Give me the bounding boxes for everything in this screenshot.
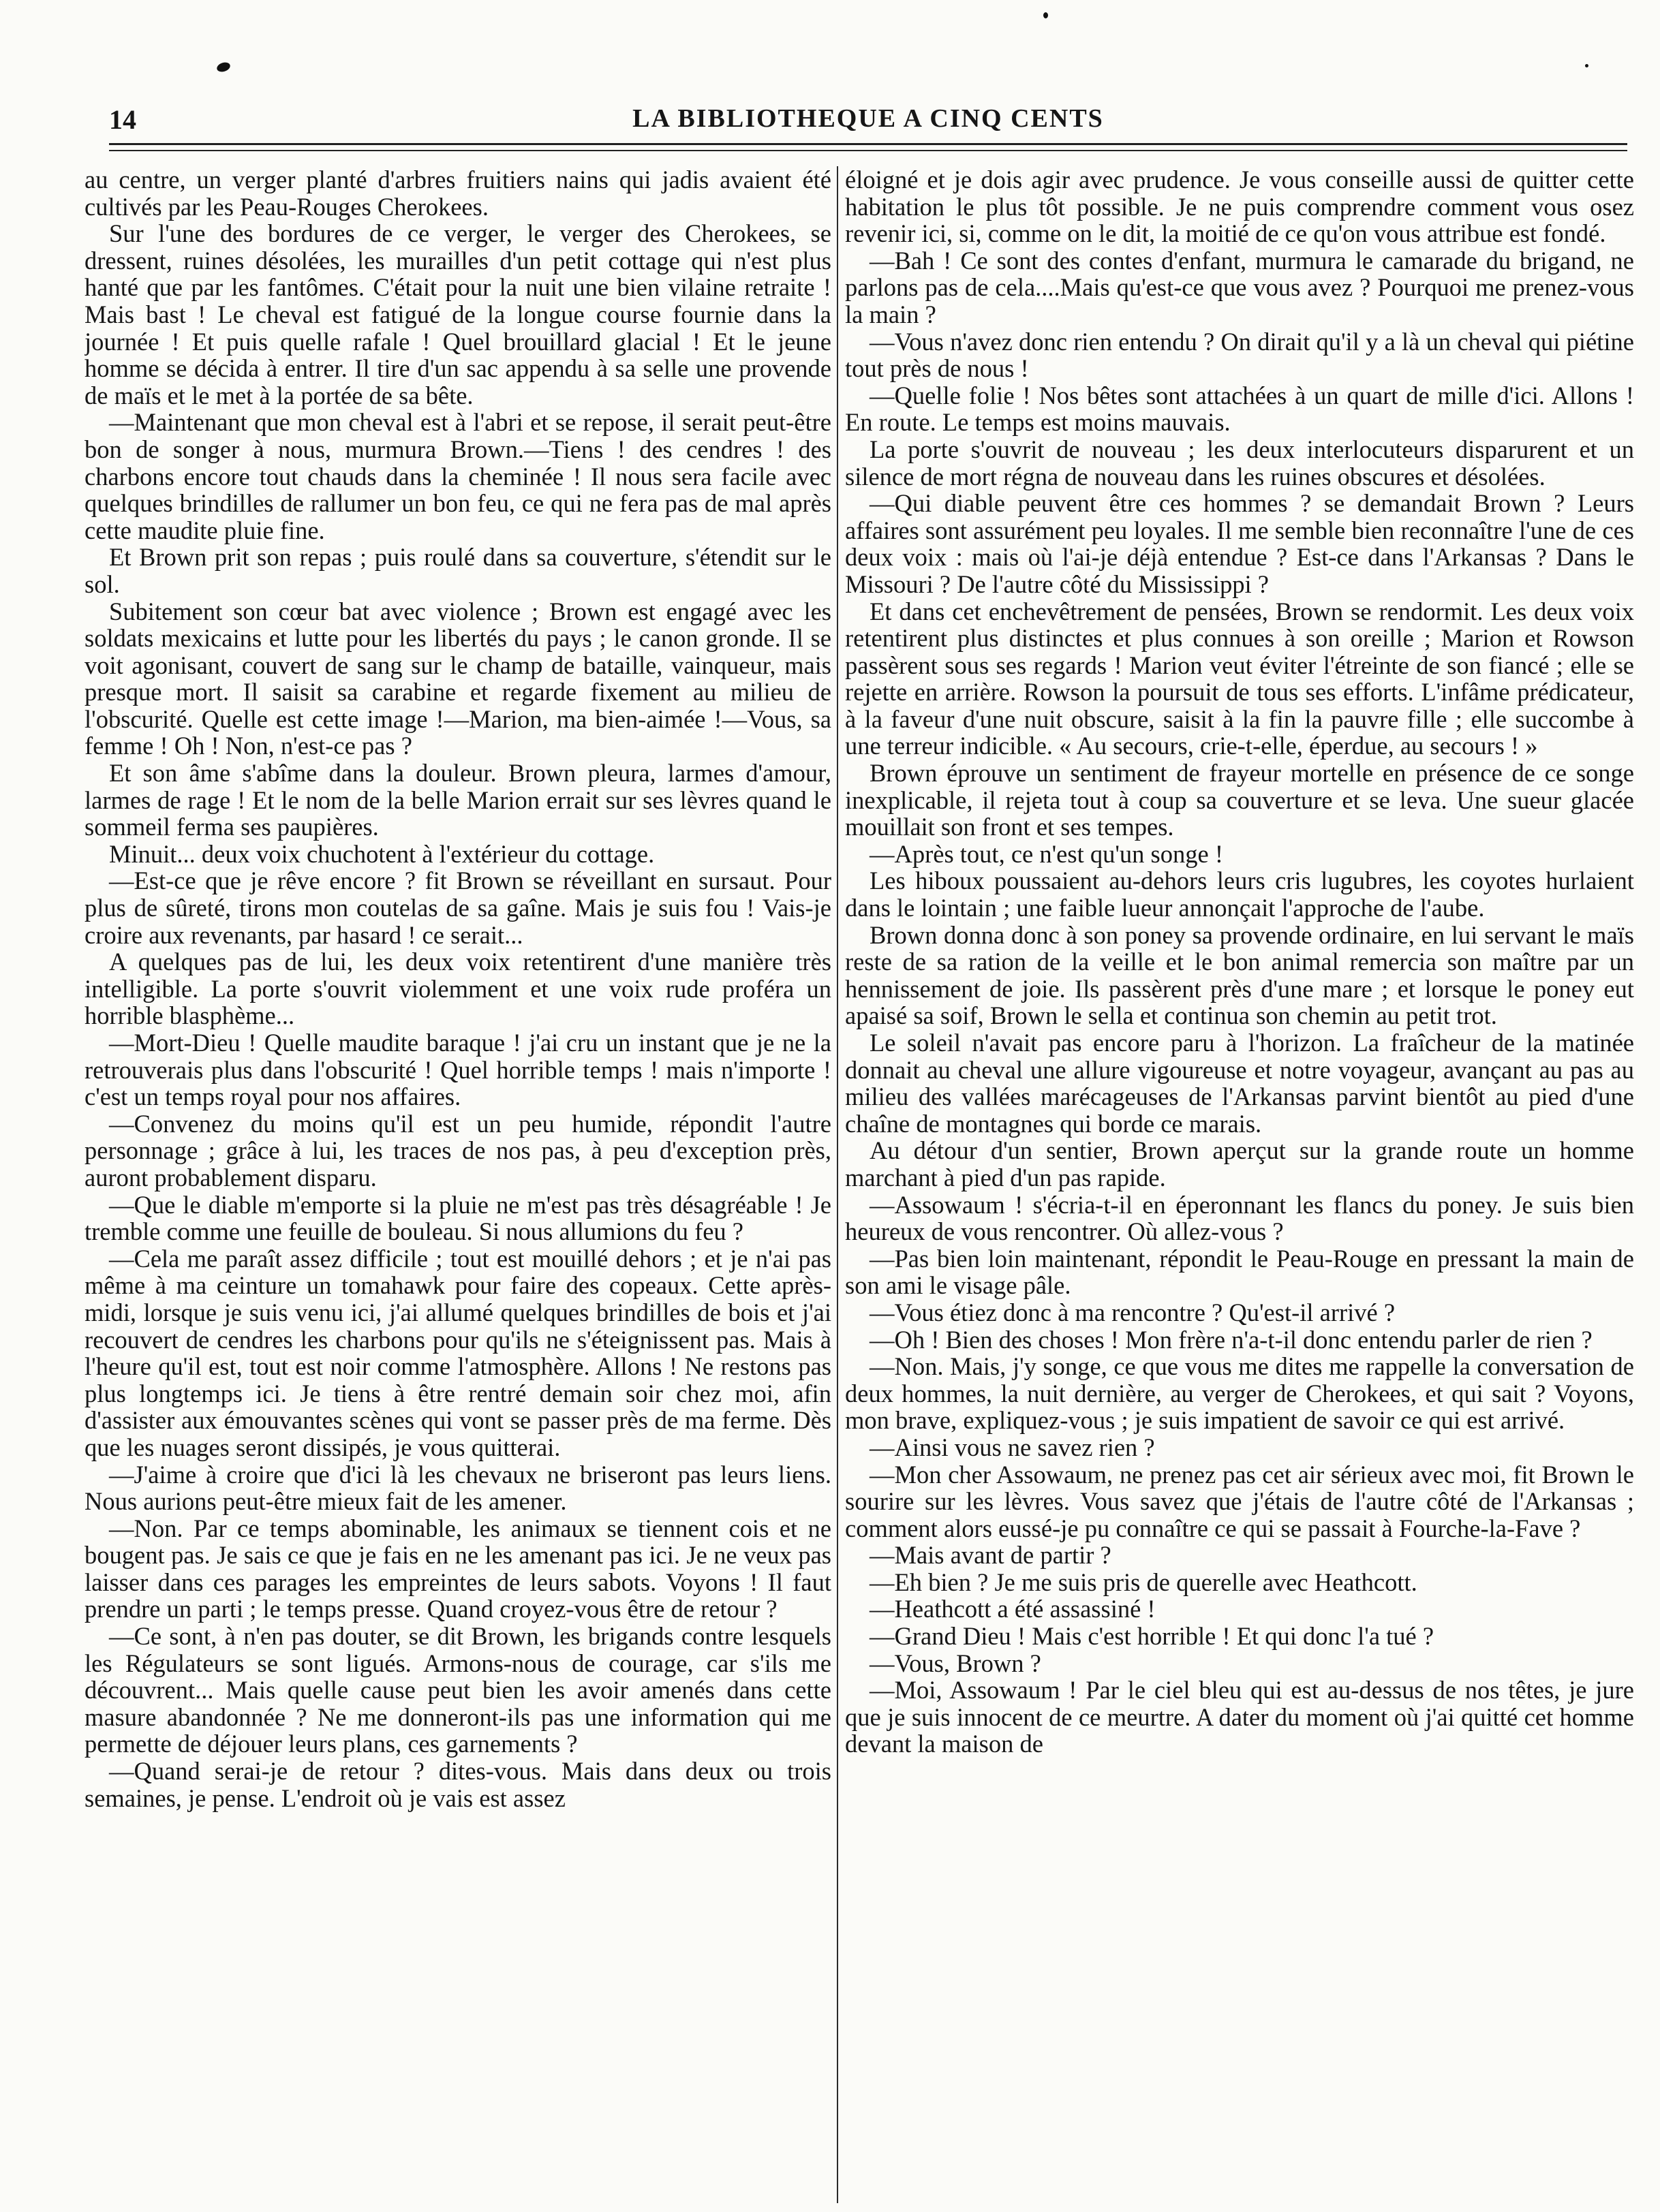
paragraph: Au détour d'un sentier, Brown aperçut sur la grande route un homme marchant à pied d'un pas rapide. (845, 1136, 1634, 1191)
column-divider (837, 166, 838, 2203)
paragraph: Et Brown prit son repas ; puis roulé dans sa couverture, s'étendit sur le sol. (84, 543, 831, 598)
paragraph: Brown éprouve un sentiment de frayeur mortelle en présence de ce songe inexplicable, il rejeta tout à coup sa couverture et se leva. Une sueur glacée mouillait son front et ses tempes. (845, 759, 1634, 841)
paragraph: —Qui diable peuvent être ces hommes ? se demandait Brown ? Leurs affaires sont assurément peu loyales. Il me semble bien reconnaître l'une de ces deux voix : mais où l'ai-je déjà entendue ? Est-ce dans l'Arkansas ? Dans le Missouri ? De l'autre côté du Mississippi ? (845, 489, 1634, 598)
page-header (109, 102, 1627, 143)
paragraph: A quelques pas de lui, les deux voix retentirent d'une manière très intelligible. La porte s'ouvrit violemment et une voix rude proféra un horrible blasphème... (84, 948, 831, 1030)
paragraph: —Eh bien ? Je me suis pris de querelle avec Heathcott. (870, 1568, 1417, 1596)
paragraph: —Non. Mais, j'y songe, ce que vous me dites me rappelle la conversation de deux hommes, la nuit dernière, au verger de Cherokees, et qui sait ? Voyons, mon brave, expliquez-vous ; je suis impatient de savoir ce qui est arrivé. (845, 1352, 1634, 1435)
paragraph: —Oh ! Bien des choses ! Mon frère n'a-t-il donc entendu parler de rien ? (870, 1325, 1593, 1354)
running-title: LA BIBLIOTHEQUE A CINQ CENTS (632, 104, 1104, 133)
paragraph: —Vous, Brown ? (870, 1649, 1041, 1677)
paragraph: —Convenez du moins qu'il est un peu humide, répondit l'autre personnage ; grâce à lui, les traces de nos pas, à peu d'exception près, auront probablement disparu. (84, 1109, 831, 1191)
paragraph: —Vous n'avez donc rien entendu ? On dirait qu'il y a là un cheval qui piétine tout près de nous ! (845, 327, 1634, 383)
paragraph: —Après tout, ce n'est qu'un songe ! (870, 839, 1223, 868)
paragraph: Sur l'une des bordures de ce verger, le verger des Cherokees, se dressent, ruines désolées, les murailles d'un petit cottage qui n'est plus hanté que par les fantômes. C'était pour la nuit une bien vilaine retraite ! Mais bast ! Le cheval est fatigué de la longue course fournie dans la journée ! Et puis quelle rafale ! Quel brouillard glacial ! Et le jeune homme se décida à entrer. Il tire d'un sac appendu à sa selle une provende de maïs et le met à la portée de sa bête. (84, 219, 831, 409)
paragraph: Les hiboux poussaient au-dehors leurs cris lugubres, les coyotes hurlaient dans le lointain ; une faible lueur annonçait l'approche de l'aube. (845, 867, 1634, 922)
paragraph: —Que le diable m'emporte si la pluie ne m'est pas très désagréable ! Je tremble comme une feuille de bouleau. Si nous allumions du feu ? (84, 1190, 831, 1246)
paragraph: —Mais avant de partir ? (870, 1541, 1111, 1570)
paragraph: —Mon cher Assowaum, ne prenez pas cet air sérieux avec moi, fit Brown le sourire sur les lèvres. Vous savez que j'étais de l'autre côté de l'Arkansas ; comment alors eussé-je pu connaître ce qui se passait à Fourche-la-Fave ? (845, 1460, 1634, 1542)
ink-speck (215, 61, 231, 74)
ink-speck (1043, 12, 1048, 18)
paragraph: —Grand Dieu ! Mais c'est horrible ! Et qui donc l'a tué ? (870, 1622, 1434, 1651)
paragraph: Le soleil n'avait pas encore paru à l'horizon. La fraîcheur de la matinée donnait au cheval une allure vigoureuse et notre voyageur, avançant au pas au milieu des vallées marécageuses de l'Arkansas parvint bientôt au pied d'une chaîne de montagnes qui borde ce marais. (845, 1029, 1634, 1138)
page-number: 14 (109, 104, 136, 135)
paragraph: Et dans cet enchevêtrement de pensées, Brown se rendormit. Les deux voix retentirent plus distinctes et plus connues à son oreille ; Marion et Rowson passèrent sous ses regards ! Marion veut éviter l'étreinte de son fiancé ; elle se rejette en arrière. Rowson la poursuit de tous ses efforts. L'infâme prédicateur, à la faveur d'une nuit obscure, saisit à la fin la pauvre fille ; elle succombe à une terreur indicible. « Au secours, crie-t-elle, éperdue, au secours ! » (845, 597, 1634, 760)
paragraph: —Assowaum ! s'écria-t-il en éperonnant les flancs du poney. Je suis bien heureux de vous rencontrer. Où allez-vous ? (845, 1190, 1634, 1246)
paragraph: —Heathcott a été assassiné ! (870, 1595, 1156, 1623)
left-column (84, 166, 831, 2203)
paragraph: —Ce sont, à n'en pas douter, se dit Brown, les brigands contre lesquels les Régulateurs se sont ligués. Armons-nous de courage, car s'ils me découvrent... Mais quelle cause peut bien les avoir amenés dans cette masure abandonnée ? Ne me donneront-ils pas une information qui me permette de déjouer leurs plans, ces garnements ? (84, 1622, 831, 1758)
paragraph: La porte s'ouvrit de nouveau ; les deux interlocuteurs disparurent et un silence de mort régna de nouveau dans les ruines obscures et désolées. (845, 435, 1634, 490)
paragraph: —Quand serai-je de retour ? dites-vous. Mais dans deux ou trois semaines, je pense. L'endroit où je vais est assez (84, 1757, 831, 1812)
paragraph: éloigné et je dois agir avec prudence. Je vous conseille aussi de quitter cette habitation le plus tôt possible. Je ne puis comprendre comment vous osez revenir ici, si, comme on le dit, la moitié de ce qu'on vous attribue est fondé. (845, 166, 1634, 248)
paragraph: Et son âme s'abîme dans la douleur. Brown pleura, larmes d'amour, larmes de rage ! Et le nom de la belle Marion errait sur ses lèvres quand le sommeil ferma ses paupières. (84, 759, 831, 841)
paragraph: —Vous étiez donc à ma rencontre ? Qu'est-il arrivé ? (870, 1298, 1396, 1326)
paragraph: —Ainsi vous ne savez rien ? (870, 1433, 1155, 1461)
paragraph: —Non. Par ce temps abominable, les animaux se tiennent cois et ne bougent pas. Je sais ce que je fais en ne les amenant pas ici. Je ne veux pas laisser dans ces parages les empreintes de leurs sabots. Voyons ! Il faut prendre un parti ; le temps presse. Quand croyez-vous être de retour ? (84, 1514, 831, 1623)
paragraph: Minuit... deux voix chuchotent à l'extérieur du cottage. (109, 839, 655, 868)
paragraph: —Quelle folie ! Nos bêtes sont attachées à un quart de mille d'ici. Allons ! En route. Le temps est moins mauvais. (845, 381, 1634, 437)
right-column (845, 166, 1634, 2203)
paragraph: —J'aime à croire que d'ici là les chevaux ne briseront pas leurs liens. Nous aurions peut-être mieux fait de les amener. (84, 1460, 831, 1516)
paragraph: —Est-ce que je rêve encore ? fit Brown se réveillant en sursaut. Pour plus de sûreté, tirons mon coutelas de sa gaîne. Mais je suis fou ! Vais-je croire aux revenants, par hasard ! ce serait... (84, 867, 831, 949)
paragraph: Brown donna donc à son poney sa provende ordinaire, en lui servant le maïs reste de sa ration de la veille et le bon animal remercia son maître par un hennissement de joie. Ils passèrent près d'une mare ; et lorsque le poney eut apaisé sa soif, Brown le sella et continua son chemin au petit trot. (845, 920, 1634, 1030)
ink-speck (1585, 64, 1588, 67)
paragraph: Subitement son cœur bat avec violence ; Brown est engagé avec les soldats mexicains et lutte pour les libertés du pays ; le canon gronde. Il se voit agonisant, couvert de sang sur le champ de bataille, vainqueur, mais presque mort. Il saisit sa carabine et regarde fixement au milieu de l'obscurité. Quelle est cette image !—Marion, ma bien-aimée !—Vous, sa femme ! Oh ! Non, n'est-ce pas ? (84, 597, 831, 760)
paragraph: —Bah ! Ce sont des contes d'enfant, murmura le camarade du brigand, ne parlons pas de cela....Mais qu'est-ce que vous avez ? Pourquoi me prenez-vous la main ? (845, 246, 1634, 328)
paragraph: —Pas bien loin maintenant, répondit le Peau-Rouge en pressant la main de son ami le visage pâle. (845, 1244, 1634, 1300)
paragraph: —Maintenant que mon cheval est à l'abri et se repose, il serait peut-être bon de songer à nous, murmura Brown.—Tiens ! des cendres ! des charbons encore tout chauds dans la cheminée ! Il nous sera facile avec quelques brindilles de rallumer un bon feu, ce qui ne fera pas de mal après cette maudite pluie fine. (84, 408, 831, 544)
paragraph: au centre, un verger planté d'arbres fruitiers nains qui jadis avaient été cultivés par les Peau-Rouges Cherokees. (84, 166, 831, 221)
header-rule-thin (109, 150, 1627, 151)
paragraph: —Cela me paraît assez difficile ; tout est mouillé dehors ; et je n'ai pas même à ma ceinture un tomahawk pour faire des copeaux. Cette après-midi, lorsque je suis venu ici, j'ai allumé quelques brindilles de bois et j'ai recouvert de cendres les charbons pour qu'ils ne s'éteignissent pas. Mais à l'heure qu'il est, tout est noir comme l'atmosphère. Allons ! Ne restons pas plus longtemps ici. Je tiens à être rentré demain soir chez moi, afin d'assister aux émouvantes scènes qui vont se passer près de ma ferme. Dès que les nuages seront dissipés, je vous quitterai. (84, 1244, 831, 1461)
paragraph: —Mort-Dieu ! Quelle maudite baraque ! j'ai cru un instant que je ne la retrouverais plus dans l'obscurité ! Quel horrible temps ! mais n'importe ! c'est un temps royal pour nos affaires. (84, 1029, 831, 1111)
header-rule (109, 143, 1627, 145)
paragraph: —Moi, Assowaum ! Par le ciel bleu qui est au-dessus de nos têtes, je jure que je suis innocent de ce meurtre. A dater du moment où j'ai quitté cet homme devant la maison de (845, 1676, 1634, 1758)
